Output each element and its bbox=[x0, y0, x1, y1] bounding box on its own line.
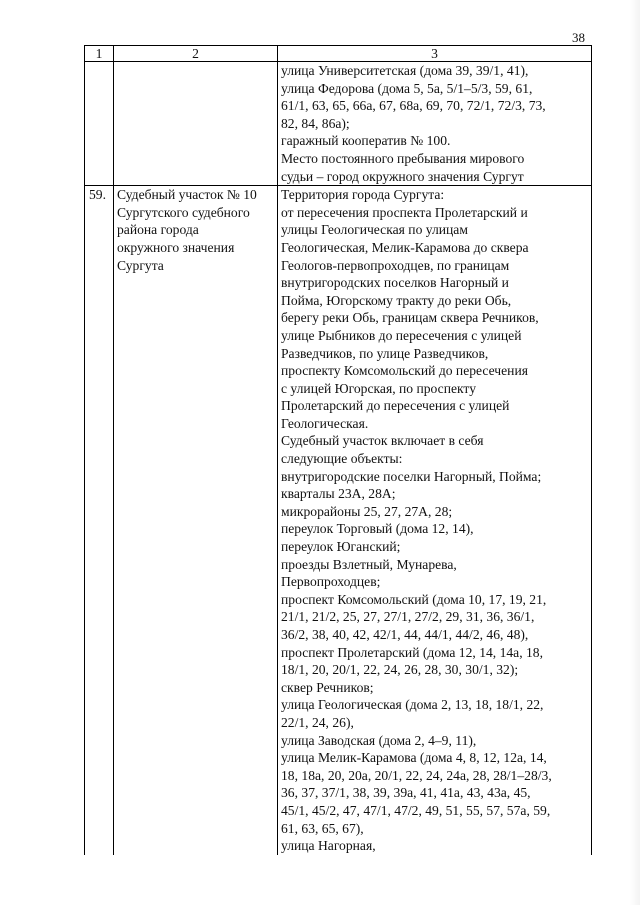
table-header-row bbox=[85, 46, 592, 62]
territory-line: Разведчиков, по улице Разведчиков, bbox=[281, 345, 489, 361]
territory-line: улицы Геологическая по улицам bbox=[281, 222, 468, 238]
table-header bbox=[85, 46, 592, 62]
table-row-59 bbox=[85, 186, 592, 855]
territory-line: проспекту Комсомольский до пересечения bbox=[281, 363, 528, 379]
territory-line: 45/1, 45/2, 47, 47/1, 47/2, 49, 51, 55, 57, 57а, 59, bbox=[281, 802, 551, 818]
court-name-cell bbox=[114, 186, 278, 855]
territory-line: 61, 63, 65, 67), bbox=[281, 820, 364, 836]
territory-line: проезды Взлетный, Мунарева, bbox=[281, 556, 457, 572]
court-name-line: Сургута bbox=[117, 257, 164, 273]
territory-line: Геологическая. bbox=[281, 415, 369, 431]
header-col-2: 2 bbox=[114, 46, 278, 62]
territory-line: улица Геологическая (дома 2, 13, 18, 18/1, 22, bbox=[281, 697, 544, 713]
header-col-3: 3 bbox=[278, 46, 592, 62]
table-row-continuation bbox=[85, 62, 592, 186]
territory-line: улица Федорова (дома 5, 5а, 5/1–5/3, 59, 61, bbox=[281, 80, 533, 96]
territory-line: 18/1, 20, 20/1, 22, 24, 26, 28, 30, 30/1, 32); bbox=[281, 662, 519, 678]
court-name-line: района города bbox=[117, 222, 199, 238]
territory-line: Место постоянного пребывания мирового bbox=[281, 150, 525, 166]
territory-line: сквер Речников; bbox=[281, 679, 374, 695]
territory-line: проспект Комсомольский (дома 10, 17, 19, 21, bbox=[281, 591, 547, 607]
scan-edge-shadow bbox=[630, 0, 640, 905]
territory-line: следующие объекты: bbox=[281, 451, 403, 467]
territory-line: Судебный участок включает в себя bbox=[281, 433, 484, 449]
territory-line: 82, 84, 86а); bbox=[281, 115, 350, 131]
territory-line: проспект Пролетарский (дома 12, 14, 14а, 18, bbox=[281, 644, 544, 660]
territory-line: от пересечения проспекта Пролетарский и bbox=[281, 204, 528, 220]
court-name-cell bbox=[114, 62, 278, 186]
territory-line: 36, 37, 37/1, 38, 39, 39а, 41, 41а, 43, 43а, 45, bbox=[281, 785, 531, 801]
jurisdiction-table bbox=[84, 45, 592, 855]
territory-line: с улицей Югорская, по проспекту bbox=[281, 380, 476, 396]
page-number: 38 bbox=[572, 30, 585, 45]
territory-line: берегу реки Обь, границам сквера Речников, bbox=[281, 310, 539, 326]
territory-line: улица Университетская (дома 39, 39/1, 41), bbox=[281, 63, 529, 78]
court-name-line: Сургутского судебного bbox=[117, 204, 250, 220]
territory-line: внутригородских поселков Нагорный и bbox=[281, 275, 509, 291]
territory-line: улица Нагорная, bbox=[281, 838, 376, 854]
territory-line: внутригородские поселки Нагорный, Пойма; bbox=[281, 468, 542, 484]
row-number-cell bbox=[85, 62, 114, 186]
court-name-line: окружного значения bbox=[117, 239, 235, 255]
row-number-cell: 59. bbox=[85, 186, 114, 855]
territory-line: 61/1, 63, 65, 66а, 67, 68а, 69, 70, 72/1, 72/3, 73, bbox=[281, 98, 546, 114]
header-col-1: 1 bbox=[85, 46, 114, 62]
territory-line: кварталы 23А, 28А; bbox=[281, 486, 396, 502]
territory-line: 18, 18а, 20, 20а, 20/1, 22, 24, 24а, 28, 28/1–28/3, bbox=[281, 767, 552, 783]
territory-line: улица Заводская (дома 2, 4–9, 11), bbox=[281, 732, 477, 748]
territory-line: микрорайоны 25, 27, 27А, 28; bbox=[281, 503, 453, 519]
territory-line: переулок Юганский; bbox=[281, 539, 401, 555]
territory-line: улице Рыбников до пересечения с улицей bbox=[281, 327, 522, 343]
territory-line: Первопроходцев; bbox=[281, 574, 381, 590]
territory-line: 21/1, 21/2, 25, 27, 27/1, 27/2, 29, 31, 36, 36/1, bbox=[281, 609, 535, 625]
territory-line: 22/1, 24, 26), bbox=[281, 714, 354, 730]
territory-line: Геологов-первопроходцев, по границам bbox=[281, 257, 510, 273]
territory-line: улица Мелик-Карамова (дома 4, 8, 12, 12а, 14, bbox=[281, 750, 547, 766]
territory-line: Пойма, Югорскому тракту до реки Обь, bbox=[281, 292, 512, 308]
territory-line: Территория города Сургута: bbox=[281, 187, 445, 203]
territory-line: гаражный кооператив № 100. bbox=[281, 133, 451, 149]
court-name-line: Судебный участок № 10 bbox=[117, 187, 257, 203]
territory-line: 36/2, 38, 40, 42, 42/1, 44, 44/1, 44/2, 46, 48), bbox=[281, 627, 529, 642]
territory-line: переулок Торговый (дома 12, 14), bbox=[281, 521, 474, 537]
territory-line: судьи – город окружного значения Сургут bbox=[281, 168, 524, 184]
territory-line: Геологическая, Мелик-Карамова до сквера bbox=[281, 239, 529, 255]
territory-line: Пролетарский до пересечения с улицей bbox=[281, 398, 510, 414]
territory-cell bbox=[278, 186, 592, 855]
territory-cell bbox=[278, 62, 592, 186]
